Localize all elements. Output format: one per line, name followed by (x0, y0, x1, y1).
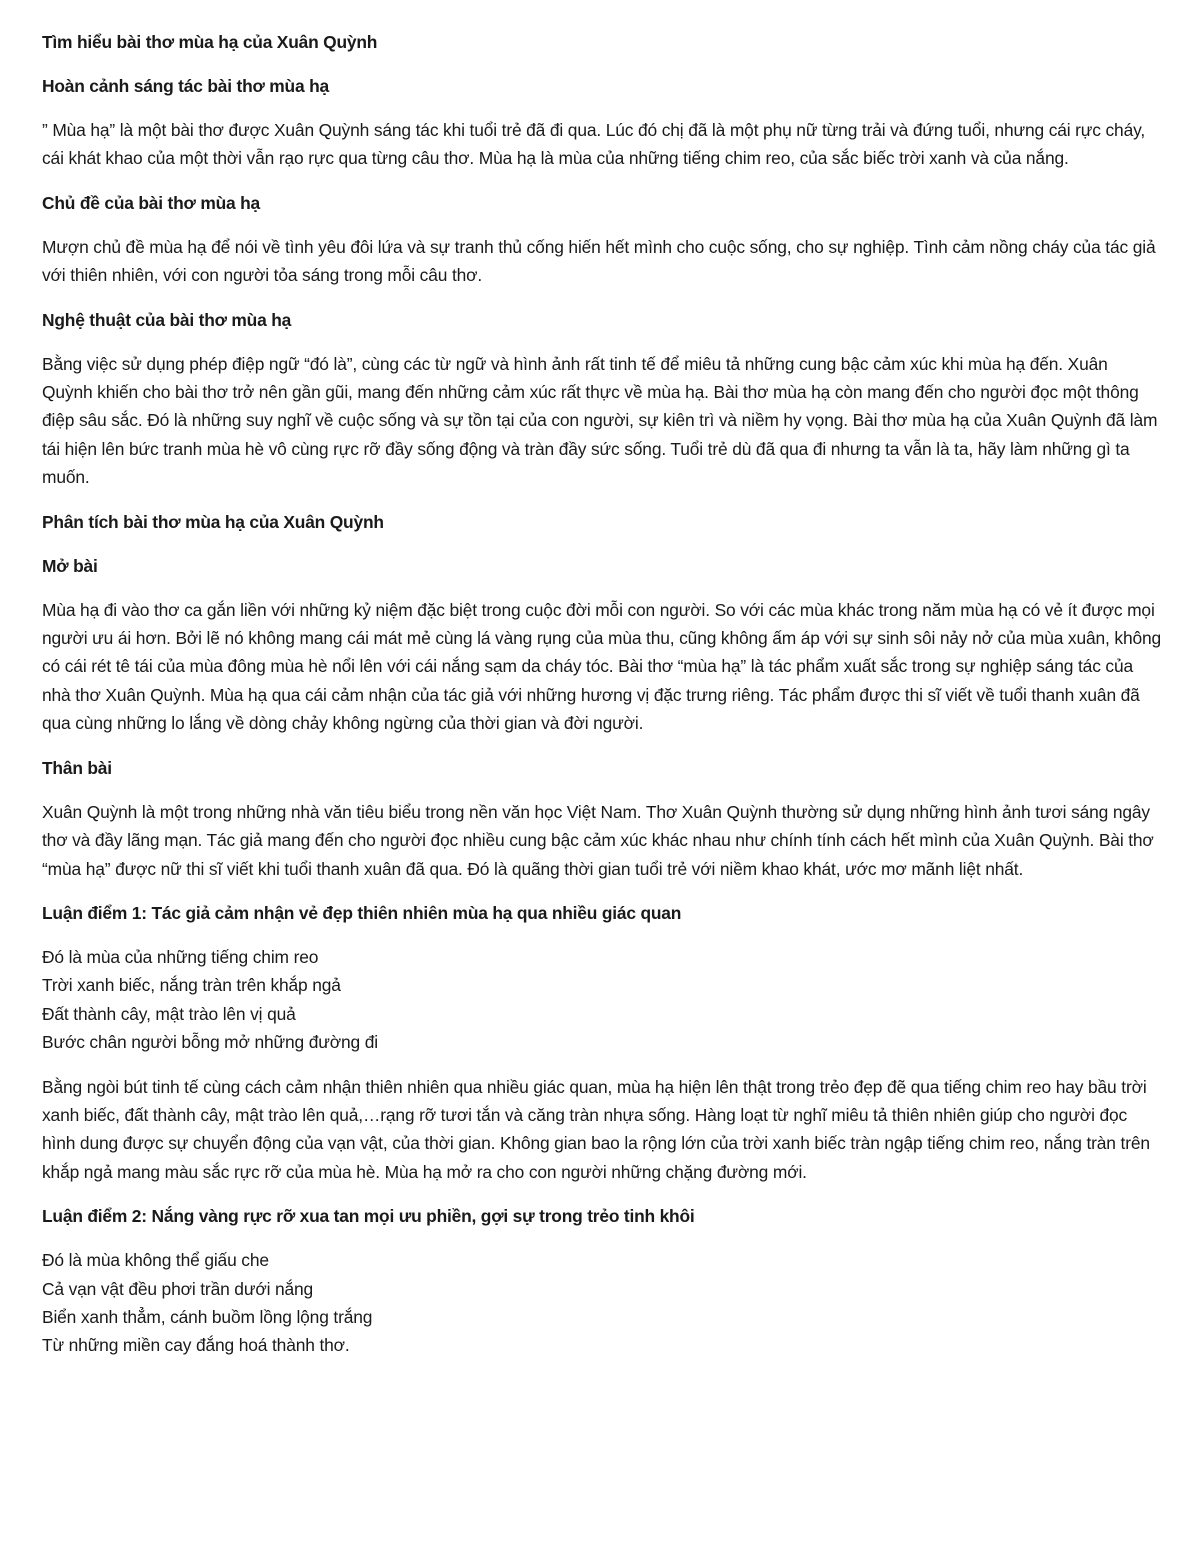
verse-block-1 (42, 943, 1162, 1057)
verse-line: Biển xanh thẳm, cánh buồm lồng lộng trắng (42, 1306, 373, 1327)
section-heading-point-2: Luận điểm 2: Nắng vàng rực rỡ xua tan mọi ưu phiền, gợi sự trong trẻo tinh khôi (42, 1206, 695, 1227)
verse-line: Đó là mùa không thể giấu che (42, 1250, 269, 1271)
verse-line: Cả vạn vật đều phơi trần dưới nắng (42, 1278, 314, 1299)
document-page (42, 28, 1162, 1376)
section-heading-context: Hoàn cảnh sáng tác bài thơ mùa hạ (42, 76, 329, 96)
section-heading-point-1: Luận điểm 1: Tác giả cảm nhận vẻ đẹp thiên nhiên mùa hạ qua nhiều giác quan (42, 902, 682, 923)
paragraph-theme: Mượn chủ đề mùa hạ để nói về tình yêu đôi lứa và sự tranh thủ cống hiến hết mình cho cuộc sống, cho sự nghiệp. Tình cảm nồng cháy của tác giả với thiên nhiên, với con người tỏa sáng trong mỗi câu thơ. (42, 236, 1156, 286)
section-heading-art: Nghệ thuật của bài thơ mùa hạ (42, 309, 292, 330)
paragraph-body: Xuân Quỳnh là một trong những nhà văn tiêu biểu trong nền văn học Việt Nam. Thơ Xuân Quỳnh thường sử dụng những hình ảnh tươi sáng ngây thơ và đầy lãng mạn. Tác giả mang đến cho người đọc nhiều cung bậc cảm xúc khác nhau như chính tính cách hết mình của Xuân Quỳnh. Bài thơ “mùa hạ” được nữ thi sĩ viết khi tuổi thanh xuân đã qua. Đó là quãng thời gian tuổi trẻ với niềm khao khát, ước mơ mãnh liệt nhất. (42, 801, 1154, 879)
paragraph-art: Bằng việc sử dụng phép điệp ngữ “đó là”, cùng các từ ngữ và hình ảnh rất tinh tế để miêu tả những cung bậc cảm xúc khi mùa hạ đến. Xuân Quỳnh khiến cho bài thơ trở nên gần gũi, mang đến những cảm xúc rất thực về mùa hạ. Bài thơ mùa hạ còn mang đến cho người đọc một thông điệp sâu sắc. Đó là những suy nghĩ về cuộc sống và sự tồn tại của con người, sự kiên trì và niềm hy vọng. Bài thơ mùa hạ của Xuân Quỳnh đã làm tái hiện lên bức tranh mùa hè vô cùng rực rỡ đầy sống động và tràn đầy sức sống. Tuổi trẻ dù đã qua đi nhưng ta vẫn là ta, hãy làm những gì ta muốn. (42, 353, 1158, 488)
paragraph-point-1: Bằng ngòi bút tinh tế cùng cách cảm nhận thiên nhiên qua nhiều giác quan, mùa hạ hiện lên thật trong trẻo đẹp đẽ qua tiếng chim reo hay bầu trời xanh biếc, đất thành cây, mật trào lên quả,…rạng rỡ tươi tắn và căng tràn nhựa sống. Hàng loạt từ nghĩ miêu tả thiên nhiên giúp cho người đọc hình dung được sự chuyển động của vạn vật, của thời gian. Không gian bao la rộng lớn của trời xanh biếc tràn ngập tiếng chim reo, nắng tràn trên khắp ngả mang màu sắc rực rỡ của mùa hè. Mùa hạ mở ra cho con người những chặng đường mới. (42, 1076, 1150, 1182)
section-heading-intro: Mở bài (42, 555, 98, 576)
verse-line: Đó là mùa của những tiếng chim reo (42, 946, 319, 967)
paragraph-intro: Mùa hạ đi vào thơ ca gắn liền với những kỷ niệm đặc biệt trong cuộc đời mỗi con người. So với các mùa khác trong năm mùa hạ có vẻ ít được mọi người ưu ái hơn. Bởi lẽ nó không mang cái mát mẻ cùng lá vàng rụng của mùa thu, cũng không ấm áp với sự sinh sôi nảy nở của mùa xuân, không có cái rét tê tái của mùa đông mùa hè nổi lên với cái nắng sạm da cháy tóc. Bài thơ “mùa hạ” là tác phẩm xuất sắc trong sự nghiệp sáng tác của nhà thơ Xuân Quỳnh. Mùa hạ qua cái cảm nhận của tác giả với những hương vị đặc trưng riêng. Tác phẩm được thi sĩ viết về tuổi thanh xuân đã qua cùng những lo lắng về dòng chảy không ngừng của thời gian và đời người. (42, 599, 1162, 734)
verse-line: Đất thành cây, mật trào lên vị quả (42, 1003, 296, 1024)
document-title: Tìm hiểu bài thơ mùa hạ của Xuân Quỳnh (42, 32, 378, 52)
verse-line: Bước chân người bỗng mở những đường đi (42, 1032, 378, 1053)
section-heading-body: Thân bài (42, 757, 112, 778)
verse-line: Từ những miền cay đắng hoá thành thơ. (42, 1335, 350, 1356)
section-heading-theme: Chủ đề của bài thơ mùa hạ (42, 192, 261, 213)
verse-block-2 (42, 1246, 1162, 1360)
paragraph-context: ” Mùa hạ” là một bài thơ được Xuân Quỳnh sáng tác khi tuổi trẻ đã đi qua. Lúc đó chị đã là một phụ nữ từng trải và đứng tuổi, nhưng cái rực cháy, cái khát khao của một thời vẫn rạo rực qua từng câu thơ. Mùa hạ là mùa của những tiếng chim reo, của sắc biếc trời xanh và của nắng. (42, 120, 1146, 169)
verse-line: Trời xanh biếc, nắng tràn trên khắp ngả (42, 975, 341, 996)
section-heading-analysis: Phân tích bài thơ mùa hạ của Xuân Quỳnh (42, 511, 384, 532)
